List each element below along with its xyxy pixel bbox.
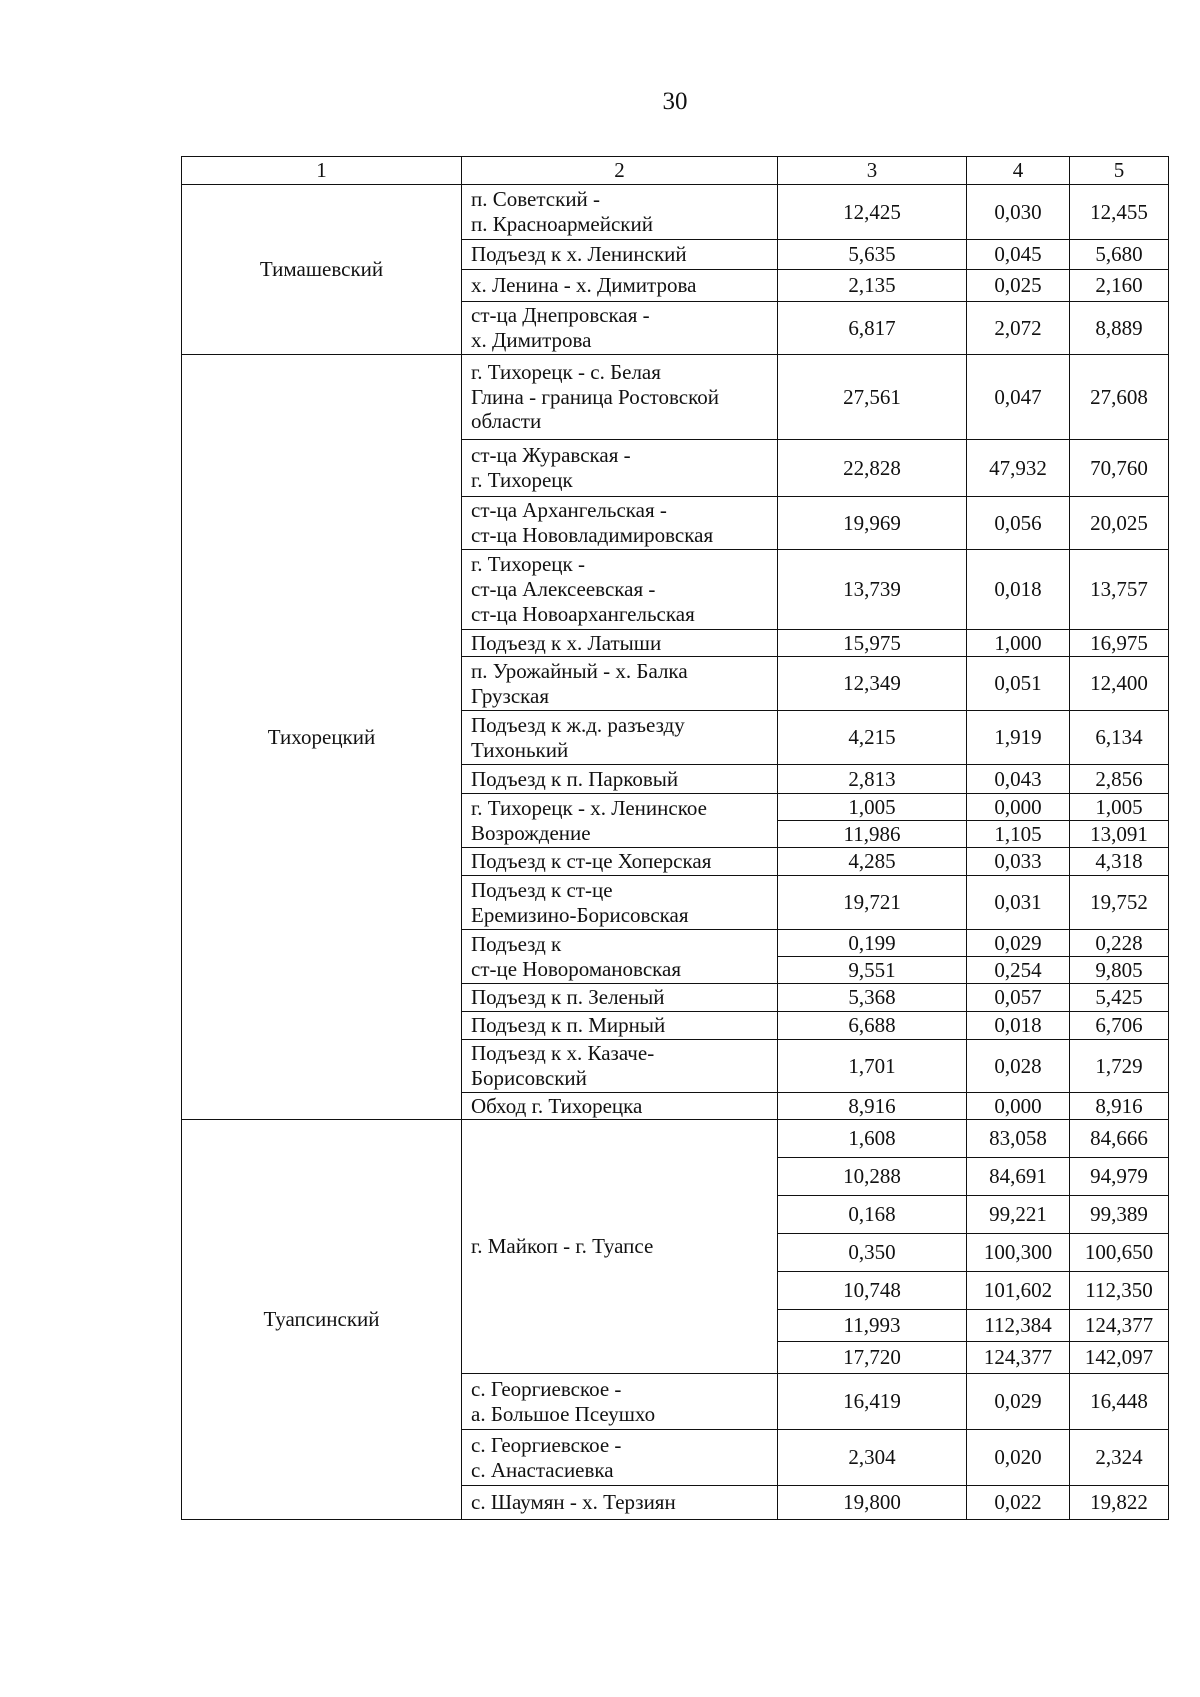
- value-cell-v4: 0,025: [967, 270, 1070, 302]
- value-cell-v4: 0,031: [967, 876, 1070, 930]
- value-cell-v3: 1,701: [778, 1040, 967, 1093]
- roads-table: [181, 156, 1169, 1520]
- header-col-2: 2: [462, 157, 778, 185]
- value-cell-v3: 2,813: [778, 765, 967, 794]
- header-row: [182, 157, 1169, 185]
- value-cell-v3: 22,828: [778, 440, 967, 497]
- value-cell-v5: 1,005: [1070, 794, 1169, 821]
- road-name-cell: Подъезд к х. Казаче- Борисовский: [462, 1040, 778, 1093]
- road-name-cell: п. Советский - п. Красноармейский: [462, 185, 778, 240]
- value-cell-v5: 6,134: [1070, 711, 1169, 765]
- road-name-cell: ст-ца Журавская - г. Тихорецк: [462, 440, 778, 497]
- header-col-1: 1: [182, 157, 462, 185]
- value-cell-v5: 4,318: [1070, 848, 1169, 876]
- value-cell-v5: 94,979: [1070, 1158, 1169, 1196]
- table-row: [182, 1120, 1169, 1158]
- value-cell-v3: 0,199: [778, 930, 967, 957]
- value-cell-v3: 4,215: [778, 711, 967, 765]
- table-row: [182, 185, 1169, 240]
- value-cell-v4: 0,045: [967, 240, 1070, 270]
- district-cell: Тимашевский: [182, 185, 462, 355]
- value-cell-v4: 0,018: [967, 1012, 1070, 1040]
- value-cell-v5: 0,228: [1070, 930, 1169, 957]
- road-name-cell: Подъезд к х. Латыши: [462, 630, 778, 657]
- road-name-cell: г. Тихорецк - ст-ца Алексеевская - ст-ца Новоархангельская: [462, 550, 778, 630]
- road-name-cell: Подъезд к ст-це Хоперская: [462, 848, 778, 876]
- header-col-4: 4: [967, 157, 1070, 185]
- value-cell-v4: 0,051: [967, 657, 1070, 711]
- value-cell-v3: 2,135: [778, 270, 967, 302]
- value-cell-v4: 0,020: [967, 1430, 1070, 1486]
- value-cell-v4: 0,043: [967, 765, 1070, 794]
- value-cell-v3: 19,721: [778, 876, 967, 930]
- value-cell-v4: 2,072: [967, 302, 1070, 355]
- value-cell-v5: 12,455: [1070, 185, 1169, 240]
- value-cell-v3: 5,635: [778, 240, 967, 270]
- page-number: 30: [662, 88, 688, 115]
- value-cell-v4: 84,691: [967, 1158, 1070, 1196]
- road-name-cell: Подъезд к п. Парковый: [462, 765, 778, 794]
- value-cell-v4: 47,932: [967, 440, 1070, 497]
- value-cell-v3: 2,304: [778, 1430, 967, 1486]
- value-cell-v3: 16,419: [778, 1374, 967, 1430]
- value-cell-v3: 4,285: [778, 848, 967, 876]
- value-cell-v5: 5,680: [1070, 240, 1169, 270]
- value-cell-v4: 0,254: [967, 957, 1070, 984]
- value-cell-v4: 0,029: [967, 1374, 1070, 1430]
- header-col-5: 5: [1070, 157, 1169, 185]
- value-cell-v5: 1,729: [1070, 1040, 1169, 1093]
- value-cell-v3: 11,986: [778, 821, 967, 848]
- value-cell-v5: 84,666: [1070, 1120, 1169, 1158]
- district-cell: Тихорецкий: [182, 355, 462, 1120]
- table-body: [182, 185, 1169, 1520]
- value-cell-v5: 100,650: [1070, 1234, 1169, 1272]
- value-cell-v4: 0,000: [967, 1093, 1070, 1120]
- value-cell-v3: 0,350: [778, 1234, 967, 1272]
- value-cell-v5: 142,097: [1070, 1342, 1169, 1374]
- value-cell-v4: 1,919: [967, 711, 1070, 765]
- table-header: [182, 157, 1169, 185]
- value-cell-v4: 0,056: [967, 497, 1070, 550]
- road-name-cell: Подъезд к ж.д. разъезду Тихонький: [462, 711, 778, 765]
- road-name-cell: Подъезд к п. Зеленый: [462, 984, 778, 1012]
- value-cell-v5: 19,822: [1070, 1486, 1169, 1520]
- road-name-cell: п. Урожайный - х. Балка Грузская: [462, 657, 778, 711]
- value-cell-v5: 20,025: [1070, 497, 1169, 550]
- value-cell-v5: 70,760: [1070, 440, 1169, 497]
- road-name-cell: Подъезд к х. Ленинский: [462, 240, 778, 270]
- value-cell-v3: 13,739: [778, 550, 967, 630]
- value-cell-v3: 0,168: [778, 1196, 967, 1234]
- road-name-cell: г. Майкоп - г. Туапсе: [462, 1120, 778, 1374]
- value-cell-v3: 19,800: [778, 1486, 967, 1520]
- value-cell-v4: 0,029: [967, 930, 1070, 957]
- road-name-cell: г. Тихорецк - с. Белая Глина - граница Ростовской области: [462, 355, 778, 440]
- road-name-cell: г. Тихорецк - х. Ленинское Возрождение: [462, 794, 778, 848]
- value-cell-v4: 0,033: [967, 848, 1070, 876]
- value-cell-v5: 13,091: [1070, 821, 1169, 848]
- road-name-cell: с. Георгиевское - с. Анастасиевка: [462, 1430, 778, 1486]
- value-cell-v3: 8,916: [778, 1093, 967, 1120]
- value-cell-v4: 0,000: [967, 794, 1070, 821]
- value-cell-v3: 6,688: [778, 1012, 967, 1040]
- value-cell-v5: 6,706: [1070, 1012, 1169, 1040]
- road-name-cell: Подъезд к ст-це Еремизино-Борисовская: [462, 876, 778, 930]
- header-col-3: 3: [778, 157, 967, 185]
- value-cell-v3: 5,368: [778, 984, 967, 1012]
- value-cell-v5: 19,752: [1070, 876, 1169, 930]
- road-name-cell: с. Георгиевское - а. Большое Псеушхо: [462, 1374, 778, 1430]
- value-cell-v4: 124,377: [967, 1342, 1070, 1374]
- value-cell-v3: 6,817: [778, 302, 967, 355]
- value-cell-v5: 112,350: [1070, 1272, 1169, 1310]
- value-cell-v3: 1,005: [778, 794, 967, 821]
- road-name-cell: х. Ленина - х. Димитрова: [462, 270, 778, 302]
- value-cell-v5: 99,389: [1070, 1196, 1169, 1234]
- value-cell-v3: 19,969: [778, 497, 967, 550]
- value-cell-v5: 16,975: [1070, 630, 1169, 657]
- value-cell-v5: 8,889: [1070, 302, 1169, 355]
- value-cell-v4: 101,602: [967, 1272, 1070, 1310]
- road-name-cell: ст-ца Архангельская - ст-ца Нововладимировская: [462, 497, 778, 550]
- value-cell-v4: 99,221: [967, 1196, 1070, 1234]
- value-cell-v4: 0,030: [967, 185, 1070, 240]
- table-row: [182, 355, 1169, 440]
- value-cell-v5: 8,916: [1070, 1093, 1169, 1120]
- road-name-cell: Подъезд к ст-це Новоромановская: [462, 930, 778, 984]
- value-cell-v5: 16,448: [1070, 1374, 1169, 1430]
- value-cell-v3: 15,975: [778, 630, 967, 657]
- value-cell-v3: 12,425: [778, 185, 967, 240]
- value-cell-v4: 83,058: [967, 1120, 1070, 1158]
- value-cell-v3: 9,551: [778, 957, 967, 984]
- value-cell-v4: 112,384: [967, 1310, 1070, 1342]
- value-cell-v5: 9,805: [1070, 957, 1169, 984]
- value-cell-v5: 2,160: [1070, 270, 1169, 302]
- value-cell-v5: 2,324: [1070, 1430, 1169, 1486]
- value-cell-v3: 10,288: [778, 1158, 967, 1196]
- value-cell-v5: 2,856: [1070, 765, 1169, 794]
- road-name-cell: Подъезд к п. Мирный: [462, 1012, 778, 1040]
- value-cell-v3: 12,349: [778, 657, 967, 711]
- road-name-cell: ст-ца Днепровская - х. Димитрова: [462, 302, 778, 355]
- value-cell-v3: 1,608: [778, 1120, 967, 1158]
- value-cell-v5: 124,377: [1070, 1310, 1169, 1342]
- value-cell-v5: 5,425: [1070, 984, 1169, 1012]
- value-cell-v4: 0,022: [967, 1486, 1070, 1520]
- value-cell-v4: 1,000: [967, 630, 1070, 657]
- value-cell-v4: 100,300: [967, 1234, 1070, 1272]
- value-cell-v4: 0,057: [967, 984, 1070, 1012]
- road-name-cell: Обход г. Тихорецка: [462, 1093, 778, 1120]
- value-cell-v3: 27,561: [778, 355, 967, 440]
- value-cell-v3: 10,748: [778, 1272, 967, 1310]
- value-cell-v5: 12,400: [1070, 657, 1169, 711]
- value-cell-v4: 1,105: [967, 821, 1070, 848]
- value-cell-v4: 0,018: [967, 550, 1070, 630]
- value-cell-v3: 11,993: [778, 1310, 967, 1342]
- value-cell-v4: 0,028: [967, 1040, 1070, 1093]
- road-name-cell: с. Шаумян - х. Терзиян: [462, 1486, 778, 1520]
- value-cell-v4: 0,047: [967, 355, 1070, 440]
- value-cell-v5: 13,757: [1070, 550, 1169, 630]
- district-cell: Туапсинский: [182, 1120, 462, 1520]
- value-cell-v3: 17,720: [778, 1342, 967, 1374]
- value-cell-v5: 27,608: [1070, 355, 1169, 440]
